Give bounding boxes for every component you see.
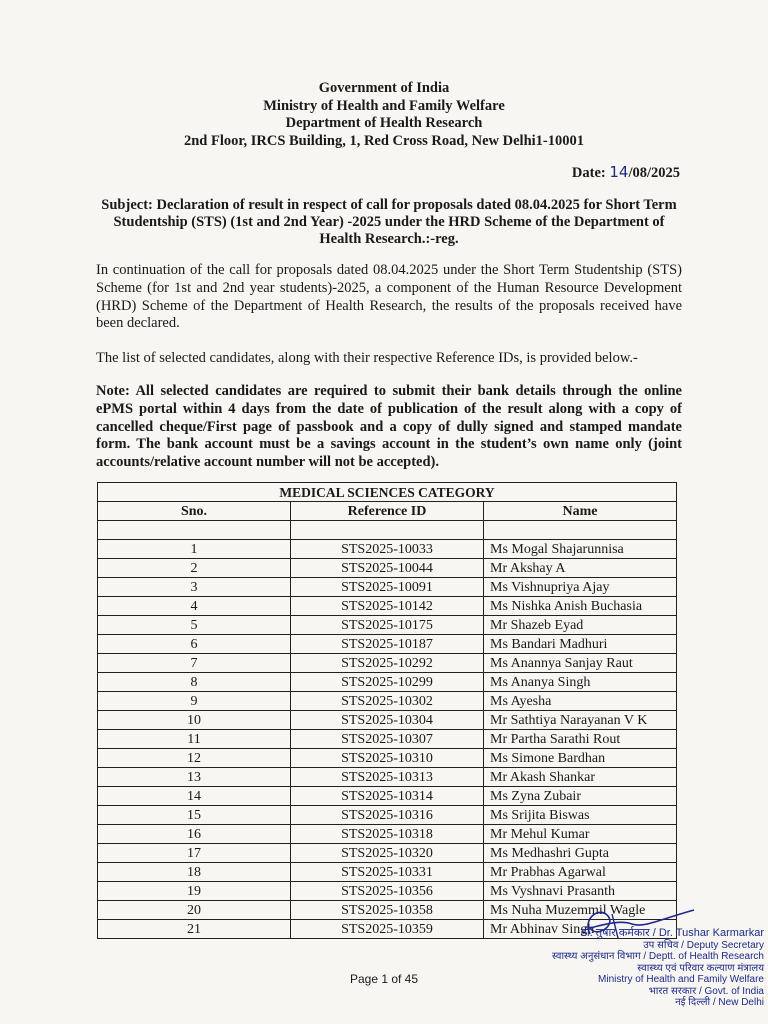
cell-sno: 10 — [98, 711, 291, 730]
cell-reference-id: STS2025-10310 — [291, 749, 484, 768]
stamp-designation: उप सचिव / Deputy Secretary — [643, 939, 764, 951]
cell-sno: 17 — [98, 844, 291, 863]
table-row — [98, 673, 677, 692]
cell-sno: 4 — [98, 597, 291, 616]
cell-reference-id: STS2025-10175 — [291, 616, 484, 635]
intro-paragraph: In continuation of the call for proposals dated 08.04.2025 under the Short Term Studentship (STS) Scheme (for 1st and 2nd year students)-2025, a component of the Human Resource Development (HRD) Scheme of the Department of Health Research, the results of the proposals received have been declared. — [96, 262, 682, 332]
letterhead-ministry: Ministry of Health and Family Welfare — [263, 97, 505, 114]
cell-sno: 21 — [98, 920, 291, 939]
date-month-year: /08/2025 — [628, 165, 680, 181]
cell-reference-id: STS2025-10299 — [291, 673, 484, 692]
cell-name: Ms Medhashri Gupta — [484, 844, 677, 863]
cell-sno: 8 — [98, 673, 291, 692]
cell-name: Ms Vishnupriya Ajay — [484, 578, 677, 597]
cell-reference-id: STS2025-10356 — [291, 882, 484, 901]
table-row — [98, 616, 677, 635]
subject-line: Subject: Declaration of result in respect of call for proposals dated 08.04.2025 for Short Term Studentship (STS) (1st and 2nd Year) -2025 under the HRD Scheme of the Department of Health Research.:-reg. — [101, 197, 677, 247]
stamp-officer-name: डॉ. तुषार कर्मकार / Dr. Tushar Karmarkar — [580, 927, 764, 939]
stamp-government: भारत सरकार / Govt. of India — [648, 985, 764, 997]
letterhead-address: 2nd Floor, IRCS Building, 1, Red Cross Road, New Delhi1-10001 — [183, 132, 585, 149]
cell-sno: 19 — [98, 882, 291, 901]
document-date — [572, 163, 680, 182]
cell-reference-id: STS2025-10313 — [291, 768, 484, 787]
table-row — [98, 825, 677, 844]
cell-sno: 11 — [98, 730, 291, 749]
cell-reference-id: STS2025-10318 — [291, 825, 484, 844]
stamp-department: स्वास्थ्य अनुसंधान विभाग / Deptt. of Health Research — [552, 951, 764, 962]
table-blank-row — [98, 521, 677, 540]
results-table — [97, 482, 677, 939]
stamp-ministry-hindi: स्वास्थ्य एवं परिवार कल्याण मंत्रालय — [637, 962, 764, 974]
cell-name: Ms Nuha Muzemmil Wagle — [484, 901, 677, 920]
table-row — [98, 597, 677, 616]
cell-name: Ms Anannya Sanjay Raut — [484, 654, 677, 673]
table-row — [98, 806, 677, 825]
cell-name: Mr Akshay A — [484, 559, 677, 578]
cell-name: Ms Vyshnavi Prasanth — [484, 882, 677, 901]
table-row — [98, 844, 677, 863]
cell-reference-id: STS2025-10142 — [291, 597, 484, 616]
table-row — [98, 540, 677, 559]
cell-name: Ms Nishka Anish Buchasia — [484, 597, 677, 616]
table-row — [98, 692, 677, 711]
letterhead-department: Department of Health Research — [285, 115, 483, 131]
official-stamp — [528, 928, 764, 1009]
cell-reference-id: STS2025-10304 — [291, 711, 484, 730]
table-category-title: MEDICAL SCIENCES CATEGORY — [98, 483, 677, 502]
stamp-city: नई दिल्ली / New Delhi — [675, 997, 764, 1008]
cell-name: Ms Simone Bardhan — [484, 749, 677, 768]
cell-sno: 12 — [98, 749, 291, 768]
cell-sno: 20 — [98, 901, 291, 920]
cell-reference-id: STS2025-10033 — [291, 540, 484, 559]
cell-reference-id: STS2025-10044 — [291, 559, 484, 578]
table-row — [98, 749, 677, 768]
cell-reference-id: STS2025-10302 — [291, 692, 484, 711]
date-handwritten-day: 14 — [609, 163, 629, 181]
cell-sno: 5 — [98, 616, 291, 635]
date-label: Date: — [571, 165, 610, 181]
cell-name: Ms Ayesha — [484, 692, 677, 711]
cell-reference-id: STS2025-10091 — [291, 578, 484, 597]
cell-sno: 3 — [98, 578, 291, 597]
cell-sno: 2 — [98, 559, 291, 578]
table-row — [98, 768, 677, 787]
table-row — [98, 559, 677, 578]
cell-reference-id: STS2025-10359 — [291, 920, 484, 939]
cell-reference-id: STS2025-10292 — [291, 654, 484, 673]
cell-name: Ms Ananya Singh — [484, 673, 677, 692]
cell-reference-id: STS2025-10316 — [291, 806, 484, 825]
table-row — [98, 863, 677, 882]
cell-sno: 13 — [98, 768, 291, 787]
table-row — [98, 654, 677, 673]
table-row — [98, 635, 677, 654]
header-name: Name — [484, 502, 677, 521]
cell-reference-id: STS2025-10314 — [291, 787, 484, 806]
table-row — [98, 730, 677, 749]
cell-sno: 16 — [98, 825, 291, 844]
cell-name: Mr Partha Sarathi Rout — [484, 730, 677, 749]
cell-reference-id: STS2025-10358 — [291, 901, 484, 920]
list-intro-paragraph: The list of selected candidates, along with their respective Reference IDs, is provided below.- — [96, 350, 638, 366]
cell-name: Ms Srijita Biswas — [484, 806, 677, 825]
letterhead — [0, 80, 768, 150]
table-row — [98, 711, 677, 730]
cell-name: Ms Bandari Madhuri — [484, 635, 677, 654]
note-paragraph: Note: All selected candidates are required to submit their bank details through the online ePMS portal within 4 days from the date of publication of the result along with a copy of cancelled cheque/First page of passbook and a copy of dully signed and stamped mandate form. The bank account must be a savings account in the student’s own name only (joint accounts/relative account number will not be accepted). — [96, 383, 682, 471]
cell-name: Mr Abhinav Singh — [484, 920, 677, 939]
page-number: Page 1 of 45 — [349, 972, 419, 986]
cell-reference-id: STS2025-10320 — [291, 844, 484, 863]
cell-name: Mr Sathtiya Narayanan V K — [484, 711, 677, 730]
cell-name: Ms Mogal Shajarunnisa — [484, 540, 677, 559]
cell-name: Mr Akash Shankar — [484, 768, 677, 787]
cell-reference-id: STS2025-10187 — [291, 635, 484, 654]
cell-sno: 1 — [98, 540, 291, 559]
cell-name: Mr Prabhas Agarwal — [484, 863, 677, 882]
table-row — [98, 578, 677, 597]
cell-sno: 18 — [98, 863, 291, 882]
cell-name: Mr Mehul Kumar — [484, 825, 677, 844]
cell-sno: 9 — [98, 692, 291, 711]
stamp-ministry: Ministry of Health and Family Welfare — [598, 974, 764, 985]
cell-sno: 7 — [98, 654, 291, 673]
cell-reference-id: STS2025-10307 — [291, 730, 484, 749]
table-body — [98, 540, 677, 939]
table-category-row — [98, 483, 677, 502]
cell-reference-id: STS2025-10331 — [291, 863, 484, 882]
cell-sno: 14 — [98, 787, 291, 806]
header-reference-id: Reference ID — [291, 502, 484, 521]
letterhead-government: Government of India — [318, 80, 450, 96]
cell-sno: 15 — [98, 806, 291, 825]
cell-name: Mr Shazeb Eyad — [484, 616, 677, 635]
table-header-row — [98, 502, 677, 521]
cell-sno: 6 — [98, 635, 291, 654]
header-sno: Sno. — [98, 502, 291, 521]
cell-name: Ms Zyna Zubair — [484, 787, 677, 806]
table-row — [98, 787, 677, 806]
